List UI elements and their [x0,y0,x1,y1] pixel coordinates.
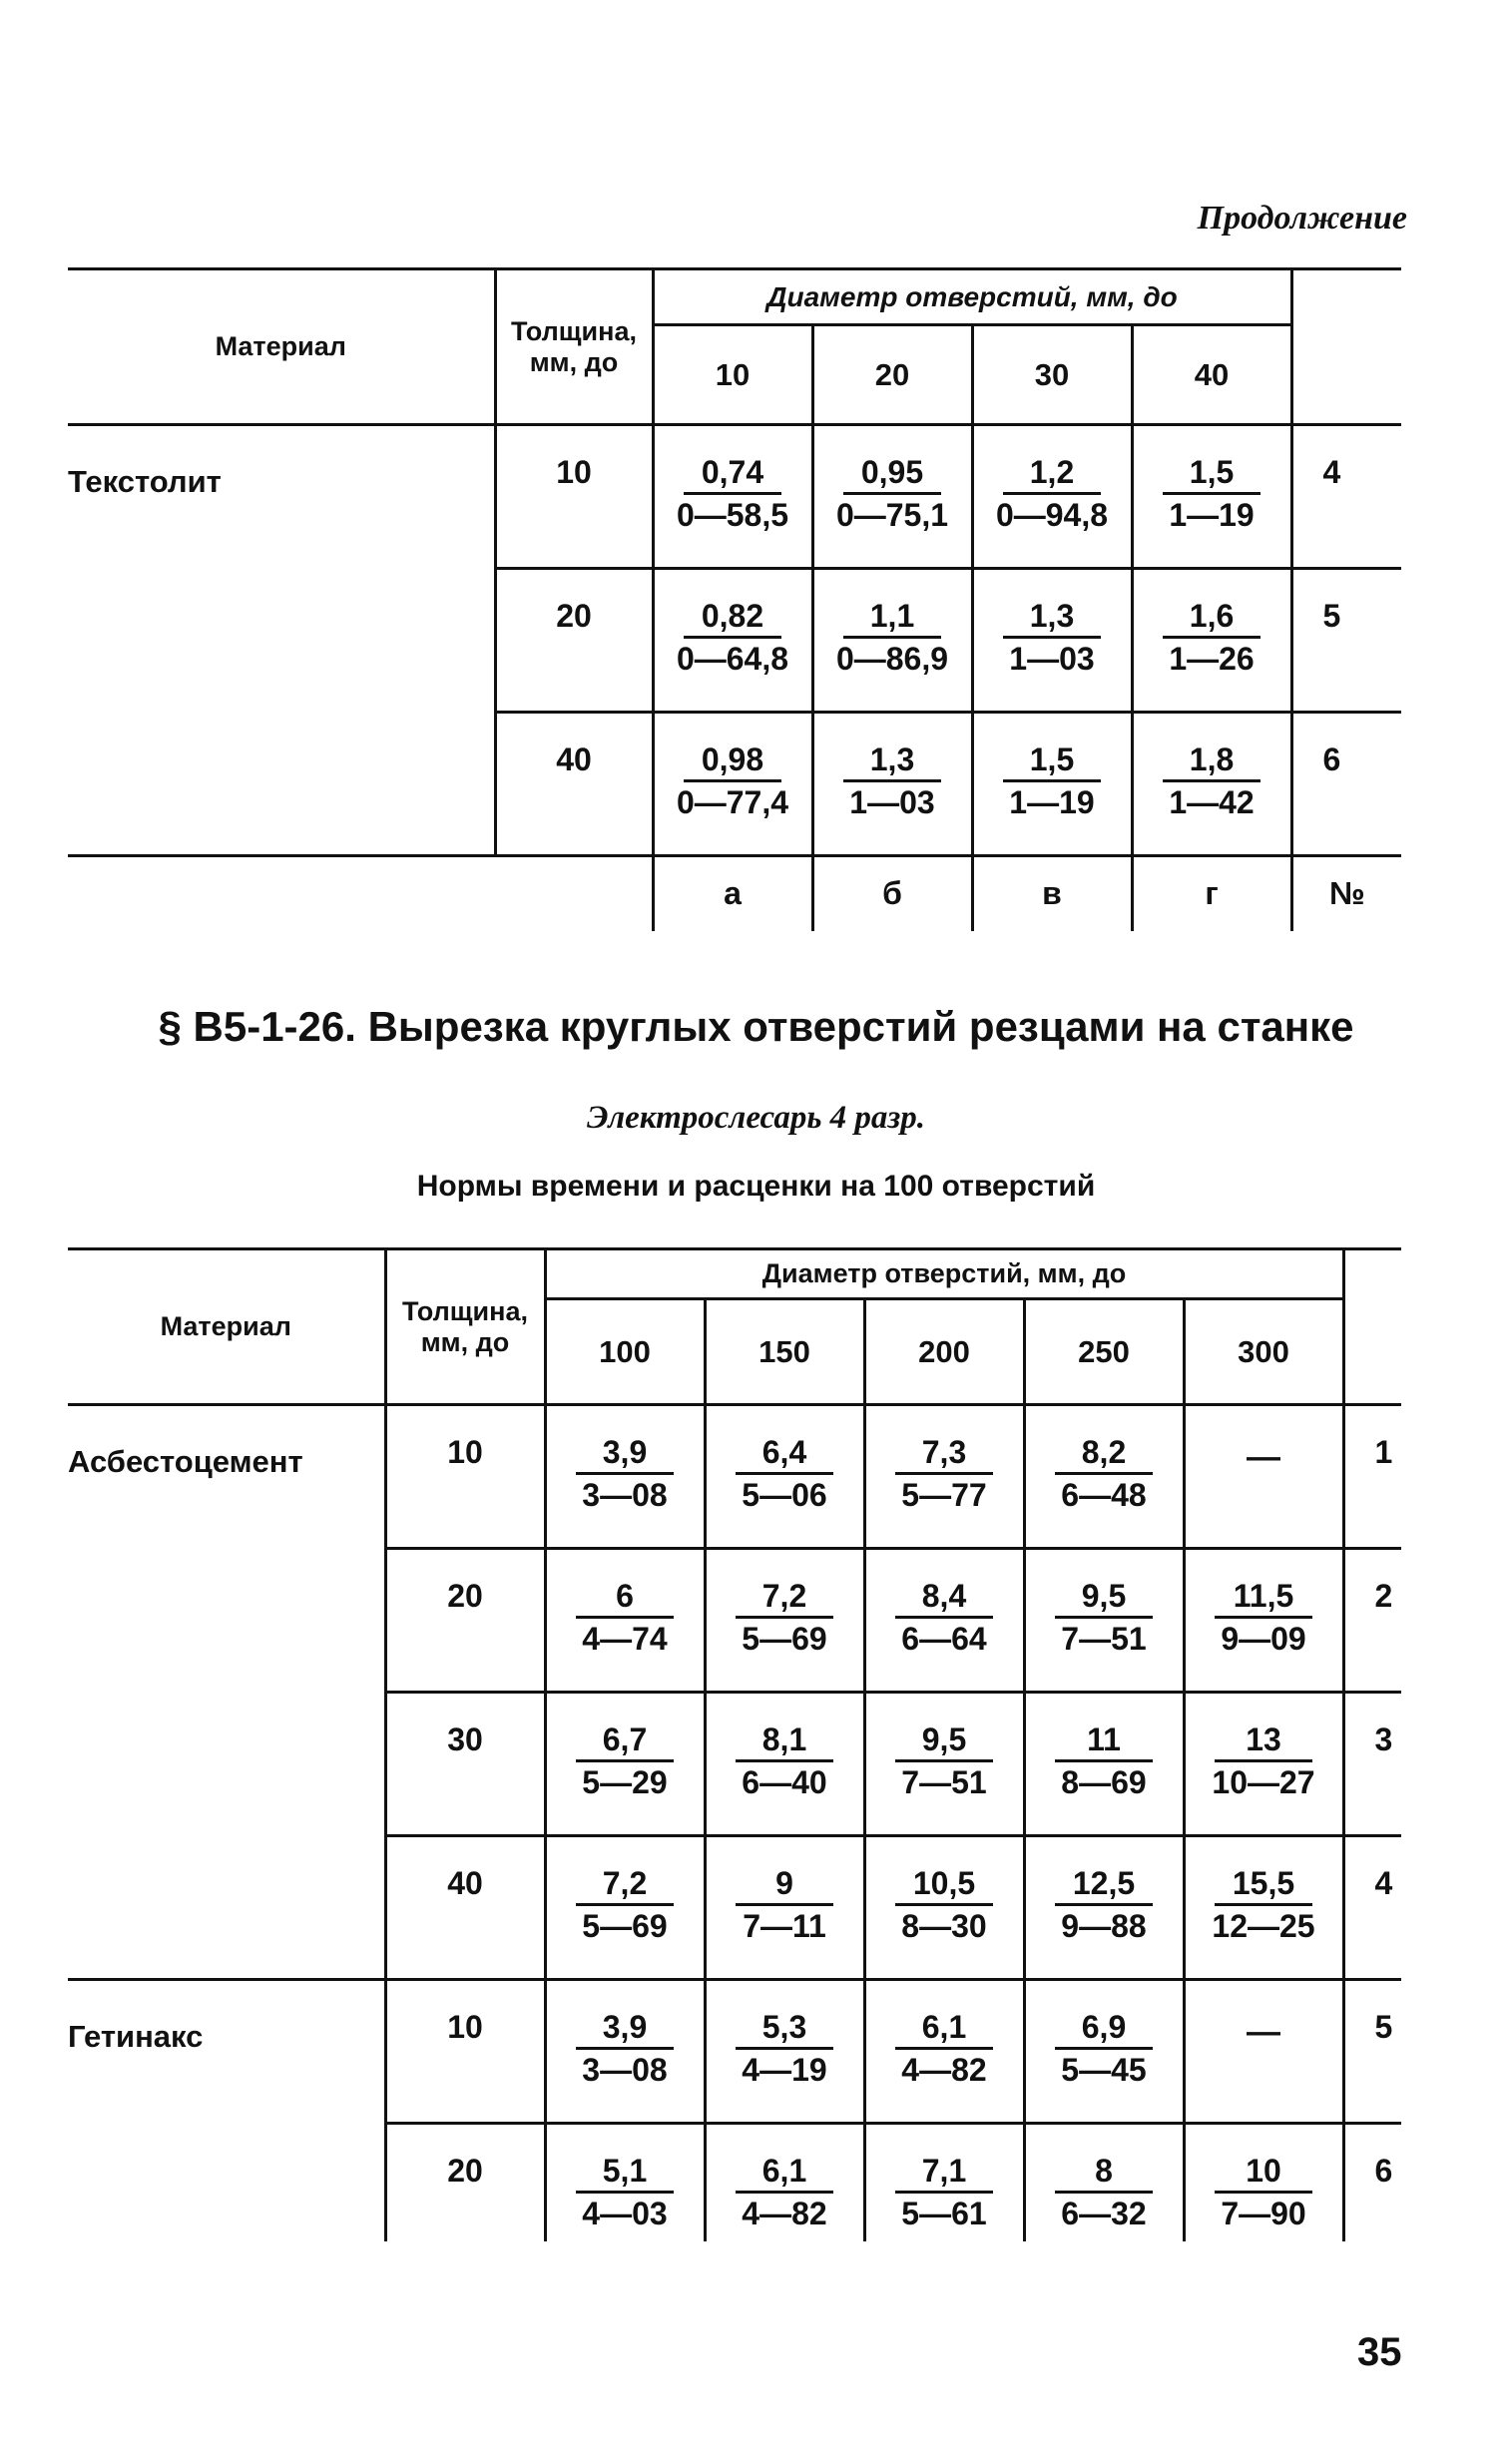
row-number: 5 [1291,569,1401,713]
material-name: Асбестоцемент [68,1405,385,1980]
fraction-cell [974,426,1131,535]
time-norm: 6,9 [1055,2009,1153,2050]
header-diameter-40: 40 [1132,325,1291,425]
fraction-cell [1026,1837,1183,1946]
time-norm: 13 [1215,1721,1312,1762]
time-norm: 6,1 [895,2009,993,2050]
rate-price: 6—40 [742,1764,827,1800]
rate-price: 4—82 [742,2196,827,2231]
rate-price: 0—75,1 [835,497,949,533]
thickness-value: 30 [385,1693,545,1836]
fraction-cell [707,2125,863,2233]
time-norm: 10 [1215,2153,1312,2194]
worker-grade: Электрослесарь 4 разр. [586,1100,926,1136]
time-norm: 6,7 [576,1721,674,1762]
fraction-cell [547,1694,704,1802]
time-norm: 9,5 [895,1721,993,1762]
time-norm: 3,9 [576,2009,674,2050]
fraction-cell [655,426,811,535]
rate-price: 10—27 [1212,1764,1315,1800]
fraction-cell [707,1837,863,1946]
time-norm: 6 [576,1578,674,1619]
time-norm: 6,4 [736,1434,833,1475]
rate-price: 5—06 [742,1477,827,1513]
rate-price: 7—90 [1221,2196,1306,2231]
row-number: 6 [1291,713,1401,856]
rate-price: 0—64,8 [676,641,789,677]
fraction-cell [1186,1550,1342,1659]
header-number-blank [1291,269,1401,425]
footer-letter: в [972,856,1132,931]
time-norm: 1,3 [843,741,941,782]
thickness-value: 20 [385,2124,545,2241]
header-diameter-20: 20 [812,325,972,425]
time-norm: 15,5 [1215,1865,1312,1906]
norms-table-cutting [68,1247,1401,2241]
no-value-dash: — [1184,1980,1343,2124]
time-norm: 0,95 [843,454,941,495]
fraction-cell [866,1406,1023,1515]
rate-price: 6—64 [901,1621,987,1657]
material-name: Гетинакс [68,2019,204,2054]
header-diameter-150: 150 [705,1299,864,1405]
time-norm: 1,6 [1163,598,1260,639]
rate-price: 5—61 [901,2196,987,2231]
time-norm: 1,2 [1003,454,1101,495]
fraction-cell [1186,1837,1342,1946]
rate-price: 3—08 [582,2052,668,2088]
time-norm: 8,4 [895,1578,993,1619]
row-number: 4 [1343,1836,1401,1980]
thickness-value: 10 [495,425,653,569]
norms-caption: Нормы времени и расценки на 100 отверстий [416,1170,1096,1203]
time-norm: 11 [1055,1721,1153,1762]
rate-price: 4—74 [582,1621,668,1657]
footer-number-sign: № [1328,875,1365,912]
header-material: Материал [68,269,495,425]
rate-price: 5—69 [582,1908,668,1944]
fraction-cell [547,1406,704,1515]
time-norm: 10,5 [895,1865,993,1906]
fraction-cell [974,570,1131,679]
fraction-cell [707,1694,863,1802]
thickness-value: 20 [385,1549,545,1693]
fraction-cell [1186,2125,1342,2233]
header-number-blank [1343,1249,1401,1405]
header-diameter: Диаметр отверстий, мм, до [545,1249,1343,1299]
rate-price: 5—77 [901,1477,987,1513]
rate-price: 1—03 [1009,641,1095,677]
fraction-cell [1026,1550,1183,1659]
row-number: 6 [1374,2153,1393,2189]
fraction-cell [547,1550,704,1659]
fraction-cell [707,1406,863,1515]
norms-table-continued [68,267,1401,931]
header-diameter-300: 300 [1184,1299,1343,1405]
rate-price: 5—69 [742,1621,827,1657]
row-number: 5 [1343,1980,1401,2124]
header-thickness: Толщина, мм, до [385,1249,545,1405]
time-norm: 1,3 [1003,598,1101,639]
time-norm: 7,1 [895,2153,993,2194]
time-norm: 8,1 [736,1721,833,1762]
time-norm: 8,2 [1055,1434,1153,1475]
rate-price: 7—51 [901,1764,987,1800]
time-norm: 0,82 [684,598,781,639]
thickness-value: 10 [385,1980,545,2124]
header-diameter-250: 250 [1024,1299,1184,1405]
fraction-cell [866,1837,1023,1946]
time-norm: 1,5 [1163,454,1260,495]
time-norm: 1,5 [1003,741,1101,782]
rate-price: 5—29 [582,1764,668,1800]
time-norm: 9 [736,1865,833,1906]
fraction-cell [547,2125,704,2233]
footer-letter: б [812,856,972,931]
rate-price: 0—58,5 [676,497,789,533]
header-material: Материал [68,1249,385,1405]
row-number: 1 [1343,1405,1401,1549]
thickness-value: 10 [385,1405,545,1549]
time-norm: 6,1 [736,2153,833,2194]
fraction-cell [814,570,971,679]
fraction-cell [655,570,811,679]
fraction-cell [1026,1694,1183,1802]
fraction-cell [547,1981,704,2090]
fraction-cell [707,1981,863,2090]
fraction-cell [866,1550,1023,1659]
no-value-dash: — [1184,1405,1343,1549]
time-norm: 12,5 [1055,1865,1153,1906]
page-number: 35 [1357,2330,1402,2374]
fraction-cell [707,1550,863,1659]
header-diameter-10: 10 [653,325,812,425]
rate-price: 12—25 [1212,1908,1315,1944]
row-number: 2 [1343,1549,1401,1693]
rate-price: 0—86,9 [835,641,949,677]
time-norm: 9,5 [1055,1578,1153,1619]
continuation-label: Продолжение [1197,200,1407,237]
header-diameter-100: 100 [545,1299,705,1405]
row-number: 4 [1291,425,1401,569]
fraction-cell [974,714,1131,822]
time-norm: 8 [1055,2153,1153,2194]
fraction-cell [866,1981,1023,2090]
time-norm: 1,1 [843,598,941,639]
rate-price: 6—48 [1061,1477,1147,1513]
time-norm: 0,74 [684,454,781,495]
rate-price: 1—03 [849,784,935,820]
time-norm: 11,5 [1215,1578,1312,1619]
rate-price: 0—94,8 [995,497,1109,533]
fraction-cell [1026,1406,1183,1515]
rate-price: 7—11 [743,1908,826,1944]
fraction-cell [814,426,971,535]
rate-price: 7—51 [1061,1621,1147,1657]
fraction-cell [1026,1981,1183,2090]
header-diameter-200: 200 [864,1299,1024,1405]
rate-price: 1—19 [1169,497,1255,533]
thickness-value: 40 [385,1836,545,1980]
fraction-cell [1134,570,1290,679]
rate-price: 8—69 [1061,1764,1147,1800]
header-diameter: Диаметр отверстий, мм, до [653,269,1291,325]
thickness-value: 40 [495,713,653,856]
rate-price: 6—32 [1061,2196,1147,2231]
header-thickness: Толщина, мм, до [495,269,653,425]
rate-price: 4—19 [742,2052,827,2088]
rate-price: 4—82 [901,2052,987,2088]
fraction-cell [866,1694,1023,1802]
rate-price: 4—03 [582,2196,668,2231]
fraction-cell [547,1837,704,1946]
time-norm: 3,9 [576,1434,674,1475]
rate-price: 0—77,4 [676,784,789,820]
footer-letter: а [653,856,812,931]
time-norm: 7,3 [895,1434,993,1475]
time-norm: 1,8 [1163,741,1260,782]
time-norm: 5,1 [576,2153,674,2194]
fraction-cell [1134,426,1290,535]
rate-price: 5—45 [1061,2052,1147,2088]
time-norm: 7,2 [736,1578,833,1619]
rate-price: 8—30 [901,1908,987,1944]
fraction-cell [814,714,971,822]
time-norm: 5,3 [736,2009,833,2050]
rate-price: 1—26 [1169,641,1255,677]
footer-letter: г [1132,856,1291,931]
rate-price: 1—42 [1169,784,1255,820]
rate-price: 9—09 [1221,1621,1306,1657]
fraction-cell [1134,714,1290,822]
row-number: 3 [1343,1693,1401,1836]
time-norm: 0,98 [684,741,781,782]
fraction-cell [1026,2125,1183,2233]
rate-price: 1—19 [1009,784,1095,820]
thickness-value: 20 [495,569,653,713]
fraction-cell [655,714,811,822]
rate-price: 3—08 [582,1477,668,1513]
fraction-cell [866,2125,1023,2233]
section-title: § В5-1-26. Вырезка круглых отверстий резцами на станке [158,1003,1354,1050]
material-name: Текстолит [68,425,495,856]
header-diameter-30: 30 [972,325,1132,425]
time-norm: 7,2 [576,1865,674,1906]
fraction-cell [1186,1694,1342,1802]
footer-blank [68,856,653,931]
rate-price: 9—88 [1061,1908,1147,1944]
